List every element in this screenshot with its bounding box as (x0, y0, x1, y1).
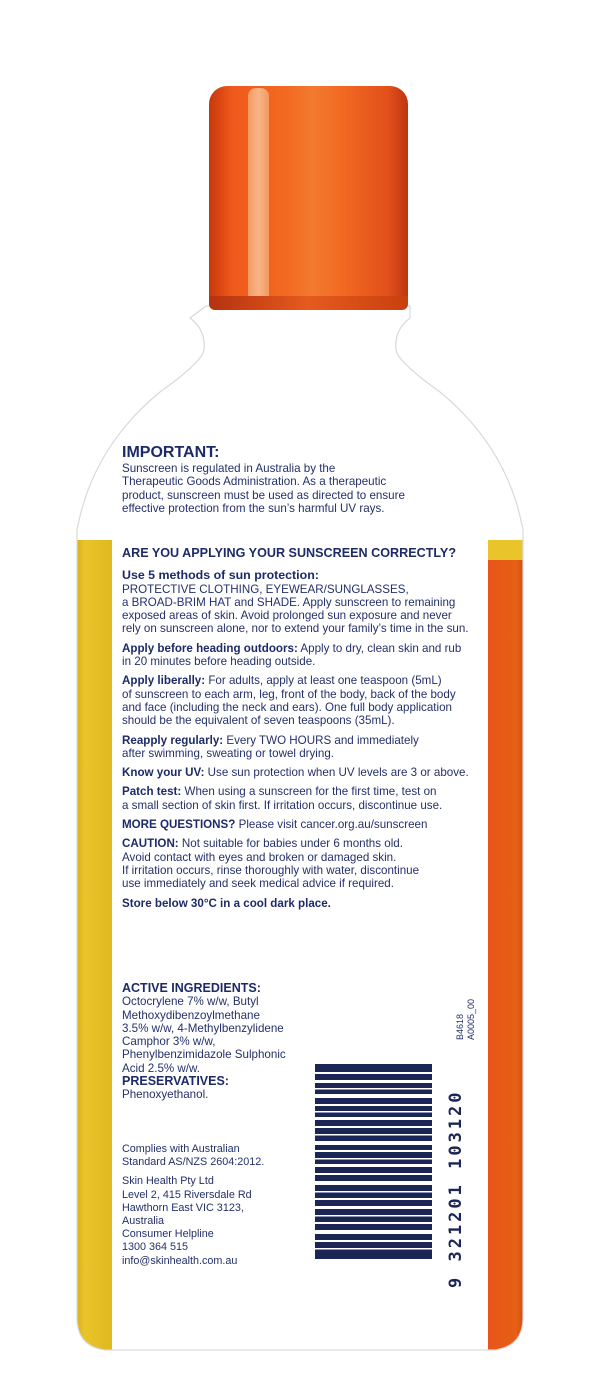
methods-lead: Use 5 methods of sun protection: (122, 568, 319, 583)
cap-band (209, 296, 408, 310)
preservatives-text: Phenoxyethanol. (122, 1088, 209, 1102)
important-section (122, 444, 478, 515)
patch-lead: Patch test: (122, 785, 182, 799)
barcode (315, 1064, 432, 1259)
active-line: Methoxydibenzoylmethane (122, 1008, 260, 1022)
contact-line: Australia (122, 1215, 165, 1228)
patch-text: When using a sunscreen for the first time, test on (181, 785, 437, 799)
contact-line: Hawthorn East VIC 3123, (122, 1201, 244, 1214)
methods-line: exposed areas of skin. Avoid prolonged sun exposure and never (122, 609, 452, 623)
applying-section (122, 547, 478, 910)
active-line: Octocrylene 7% w/w, Butyl (122, 995, 259, 1009)
store-instruction: Store below 30°C in a cool dark place. (122, 896, 331, 910)
liberally-line: and face (including the neck and ears). One full body application (122, 700, 452, 714)
reapply-text: Every TWO HOURS and immediately (223, 733, 419, 747)
contact-email: info@skinhealth.com.au (122, 1254, 238, 1267)
active-line: 3.5% w/w, 4-Methylbenzylidene (122, 1021, 284, 1035)
liberally-lead: Apply liberally: (122, 674, 206, 688)
cap-highlight (248, 88, 269, 304)
active-line: Acid 2.5% w/w. (122, 1061, 200, 1075)
contact-line: 1300 364 515 (122, 1241, 189, 1254)
important-line: effective protection from the sun’s harmful UV rays. (122, 501, 385, 515)
questions-block (122, 818, 478, 831)
methods-line: a BROAD-BRIM HAT and SHADE. Apply sunscreen to remaining (122, 595, 456, 609)
active-ingredients-section (122, 982, 302, 1102)
outdoors-lead: Apply before heading outdoors: (122, 641, 298, 655)
important-line: Therapeutic Goods Administration. As a therapeutic (122, 475, 387, 489)
batch-code: B4618 (455, 1013, 465, 1040)
contact-line: Consumer Helpline (122, 1228, 214, 1241)
compliance-line: Standard AS/NZS 2604:2012. (122, 1156, 265, 1169)
compliance-section (122, 1143, 302, 1268)
caution-block (122, 837, 478, 890)
methods-block (122, 569, 478, 635)
active-line: Phenylbenzimidazole Sulphonic (122, 1048, 286, 1062)
outdoors-block (122, 642, 478, 669)
liberally-block (122, 674, 478, 727)
outdoors-text: Apply to dry, clean skin and rub (297, 641, 462, 655)
active-line: Camphor 3% w/w, (122, 1035, 216, 1049)
reapply-lead: Reapply regularly: (122, 733, 224, 747)
uv-text: Use sun protection when UV levels are 3 or above. (204, 766, 469, 780)
liberally-text: For adults, apply at least one teaspoon (5mL) (205, 674, 442, 688)
reapply-block (122, 734, 478, 761)
caution-lead: CAUTION: (122, 837, 179, 851)
compliance-line: Complies with Australian (122, 1143, 240, 1155)
applying-heading: ARE YOU APPLYING YOUR SUNSCREEN CORRECTLY? (122, 546, 457, 560)
caution-text: Not suitable for babies under 6 months old. (178, 837, 403, 851)
outdoors-line: in 20 minutes before heading outside. (122, 655, 316, 669)
barcode-number: 9 321201 103120 (446, 1089, 466, 1288)
important-line: product, sunscreen must be used as directed to ensure (122, 488, 405, 502)
contact-line: Level 2, 415 Riversdale Rd (122, 1188, 252, 1201)
caution-line: use immediately and seek medical advice if required. (122, 877, 394, 891)
caution-line: Avoid contact with eyes and broken or damaged skin. (122, 850, 397, 864)
methods-line: rely on sunscreen alone, nor to extend your family’s time in the sun. (122, 622, 469, 636)
active-heading: ACTIVE INGREDIENTS: (122, 981, 261, 995)
important-heading: IMPORTANT: (122, 444, 220, 461)
bottle-cap (209, 86, 408, 308)
liberally-line: of sunscreen to each arm, leg, front of the body, back of the body (122, 687, 456, 701)
patch-line: a small section of skin first. If irritation occurs, discontinue use. (122, 798, 443, 812)
reapply-line: after swimming, sweating or towel drying. (122, 746, 334, 760)
questions-text: Please visit cancer.org.au/sunscreen (235, 818, 428, 832)
uv-block (122, 766, 478, 779)
patch-block (122, 785, 478, 812)
preservatives-heading: PRESERVATIVES: (122, 1074, 229, 1089)
questions-lead: MORE QUESTIONS? (122, 818, 236, 832)
caution-line: If irritation occurs, rinse thoroughly with water, discontinue (122, 863, 420, 877)
important-line: Sunscreen is regulated in Australia by the (122, 462, 336, 475)
uv-lead: Know your UV: (122, 766, 205, 780)
batch-codes (455, 999, 477, 1040)
batch-code: A0005_00 (466, 998, 476, 1040)
contact-line: Skin Health Pty Ltd (122, 1175, 214, 1188)
methods-line: PROTECTIVE CLOTHING, EYEWEAR/SUNGLASSES, (122, 582, 409, 596)
liberally-line: should be the equivalent of seven teaspoons (35mL). (122, 714, 395, 728)
